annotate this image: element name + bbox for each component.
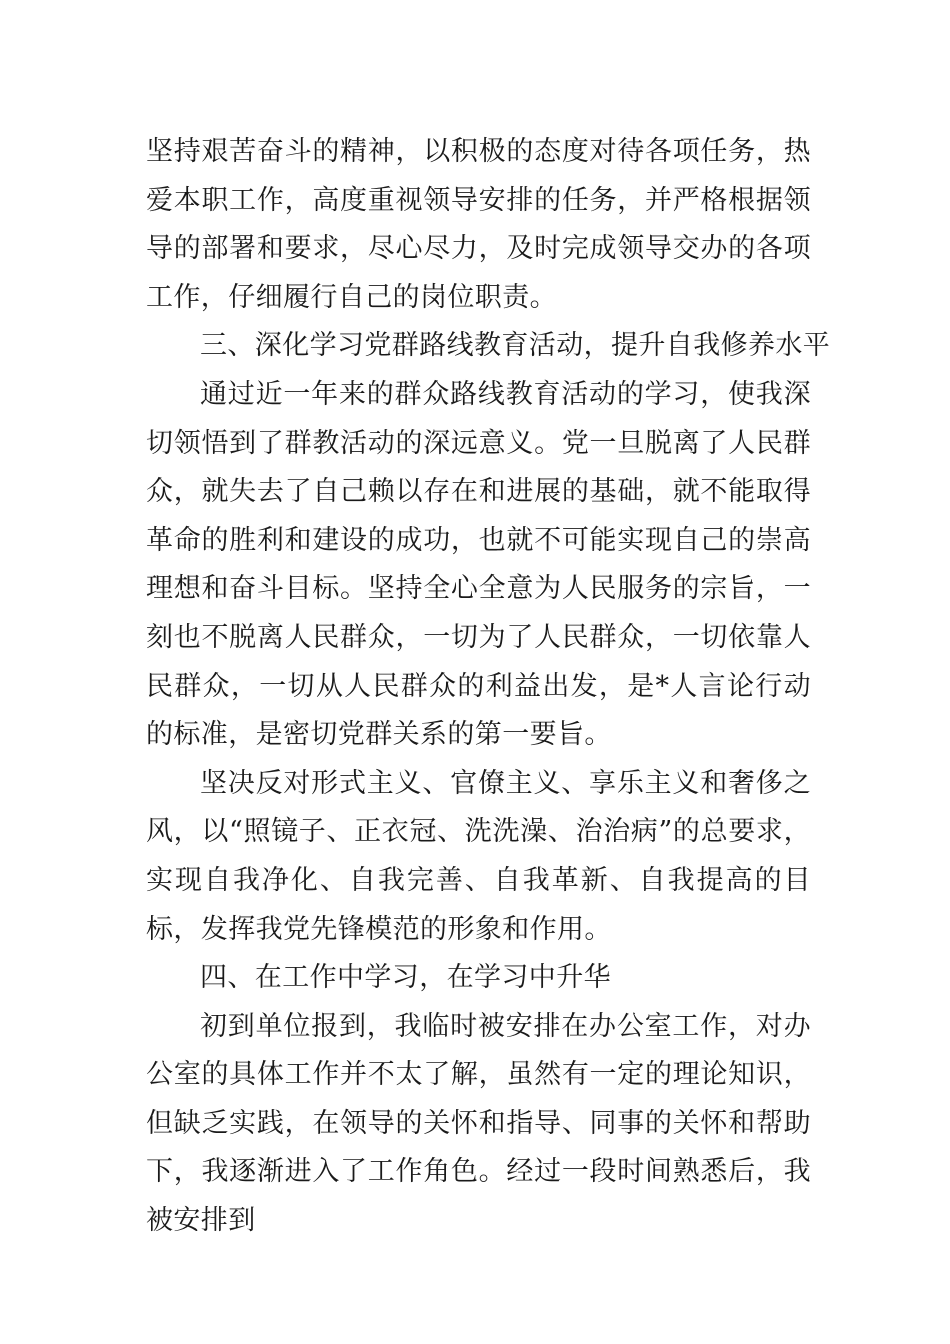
section-heading-3: 三、深化学习党群路线教育活动，提升自我修养水平 xyxy=(200,330,831,362)
section-heading-4: 四、在工作中学习，在学习中升华 xyxy=(200,962,611,994)
document-body xyxy=(146,128,831,1246)
paragraph-1: 坚持艰苦奋斗的精神，以积极的态度对待各项任务，热爱本职工作，高度重视领导安排的任务，并严格根据领导的部署和要求，尽心尽力，及时完成领导交办的各项工作，仔细履行自己的岗位职责。 xyxy=(146,136,811,313)
paragraph-2: 通过近一年来的群众路线教育活动的学习，使我深切领悟到了群教活动的深远意义。党一旦脱离了人民群众，就失去了自己赖以存在和进展的基础，就不能取得革命的胜利和建设的成功，也就不可能实现自己的崇高理想和奋斗目标。坚持全心全意为人民服务的宗旨，一刻也不脱离人民群众，一切为了人民群众，一切依靠人民群众，一切从人民群众的利益出发，是*人言论行动的标准，是密切党群关系的第一要旨。 xyxy=(146,378,811,751)
paragraph-4: 初到单位报到，我临时被安排在办公室工作，对办公室的具体工作并不太了解，虽然有一定的理论知识，但缺乏实践，在领导的关怀和指导、同事的关怀和帮助下，我逐渐进入了工作角色。经过一段时间熟悉后，我被安排到 xyxy=(146,1010,811,1237)
paragraph-3: 坚决反对形式主义、官僚主义、享乐主义和奢侈之风，以“照镜子、正衣冠、洗洗澡、治治病”的总要求，实现自我净化、自我完善、自我革新、自我提高的目标，发挥我党先锋模范的形象和作用。 xyxy=(146,767,811,945)
